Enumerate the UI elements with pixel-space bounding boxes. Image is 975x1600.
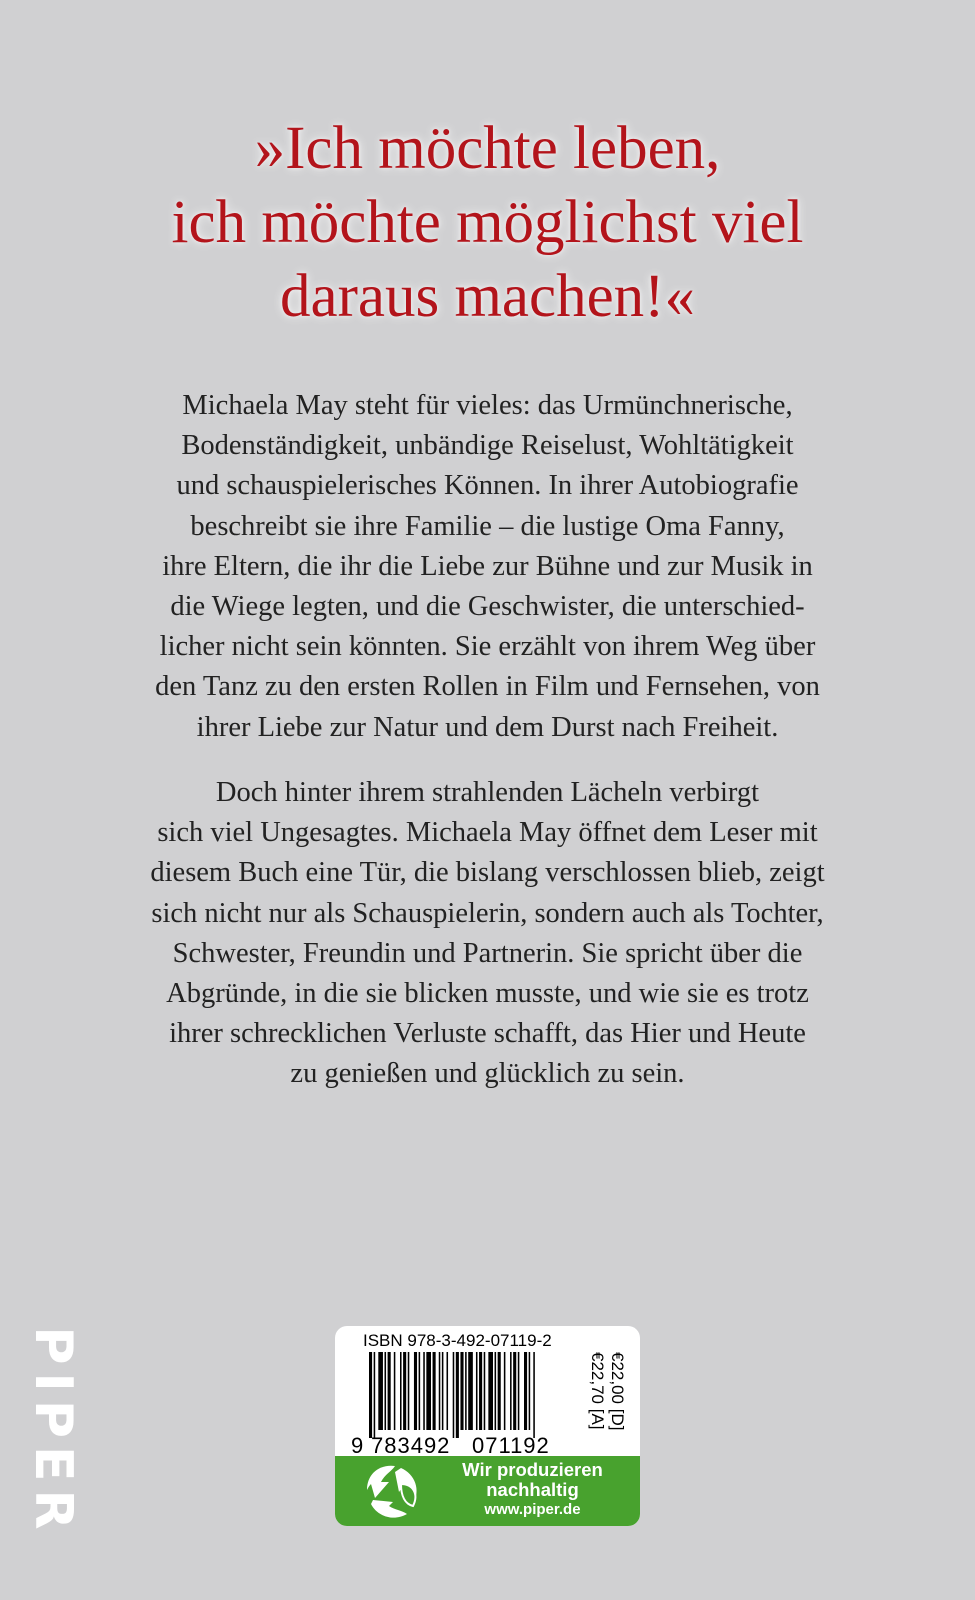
barcode-bar xyxy=(447,1352,449,1430)
barcode-label xyxy=(335,1326,640,1526)
barcode-bar xyxy=(426,1352,431,1430)
barcode-graphic xyxy=(349,1352,581,1456)
barcode-bar xyxy=(378,1352,383,1430)
barcode-bar xyxy=(484,1352,486,1430)
barcode-bar xyxy=(394,1352,396,1430)
blurb-line: diesem Buch eine Tür, die bislang verschlossen blieb, zeigt xyxy=(150,857,825,889)
barcode-bar xyxy=(442,1352,444,1430)
leaf-recycle-icon xyxy=(361,1460,425,1522)
barcode-bar xyxy=(476,1352,478,1430)
blurb-line: Doch hinter ihrem strahlenden Lächeln verbirgt xyxy=(215,777,760,808)
barcode-digit-first: 9 xyxy=(351,1433,364,1456)
blurb-paragraph-1 xyxy=(0,386,975,748)
publisher-url: www.piper.de xyxy=(484,1501,581,1518)
blurb-line: licher nicht sein könnten. Sie erzählt von ihrem Weg über xyxy=(159,631,816,663)
barcode-bar xyxy=(518,1352,520,1430)
sustainability-line-1: Wir produzieren xyxy=(462,1459,603,1480)
headline-quote xyxy=(0,112,975,334)
blurb-line: und schauspielerisches Können. In ihrer Autobiografie xyxy=(176,470,799,502)
quote-line: daraus machen!« xyxy=(280,263,695,330)
barcode-bar xyxy=(369,1352,372,1438)
blurb-line: den Tanz zu den ersten Rollen in Film und Fernsehen, von xyxy=(155,671,820,703)
barcode-bar xyxy=(456,1352,459,1438)
barcode-bar xyxy=(524,1352,527,1430)
blurb-line: ihre Eltern, die ihr die Liebe zur Bühne und zur Musik in xyxy=(162,550,813,582)
barcode-bar xyxy=(439,1352,441,1430)
publisher-logo xyxy=(23,1326,83,1538)
barcode-bars xyxy=(369,1352,535,1438)
barcode-bar xyxy=(495,1352,497,1430)
barcode-bar xyxy=(433,1352,436,1430)
blurb-line: sich nicht nur als Schauspielerin, sondern auch als Tochter, xyxy=(151,897,824,929)
price-germany: €22,00 [D] xyxy=(608,1352,627,1431)
quote-line: ich möchte möglichst viel xyxy=(171,189,804,256)
barcode-bar xyxy=(423,1352,425,1430)
price-austria: €22,70 [A] xyxy=(588,1352,607,1430)
barcode-bar xyxy=(419,1352,421,1430)
sustainability-text xyxy=(435,1460,630,1520)
blurb-line: Abgründe, in die sie blicken musste, und wie sie es trotz xyxy=(166,978,809,1010)
blurb-line: Michaela May steht für vieles: das Urmünchnerische, xyxy=(182,390,793,421)
sustainability-badge xyxy=(335,1456,640,1526)
barcode-bar xyxy=(403,1352,406,1430)
barcode-bar xyxy=(479,1352,482,1430)
barcode-bar xyxy=(465,1352,467,1430)
blurb-line: Bodenständigkeit, unbändige Reiselust, Wohltätigkeit xyxy=(181,430,794,462)
blurb-line: Schwester, Freundin und Partnerin. Sie spricht über die xyxy=(172,937,803,969)
blurb-line: sich viel Ungesagtes. Michaela May öffnet dem Leser mit xyxy=(157,817,818,849)
publisher-name: PIPER xyxy=(23,1326,83,1538)
barcode-bar xyxy=(533,1352,535,1438)
barcode-bar xyxy=(374,1352,376,1438)
price-block xyxy=(585,1352,631,1462)
barcode-bar xyxy=(510,1352,512,1430)
barcode-bar xyxy=(400,1352,402,1430)
blurb-line: die Wiege legten, und die Geschwister, die unterschied- xyxy=(170,591,805,623)
isbn-number: ISBN 978-3-492-07119-2 xyxy=(363,1331,552,1350)
barcode-bar xyxy=(414,1352,417,1430)
blurb-line: ihrer schrecklichen Verluste schafft, das Hier und Heute xyxy=(169,1018,806,1050)
barcode-bar xyxy=(513,1352,516,1430)
barcode-bar xyxy=(453,1352,455,1438)
barcode-bar xyxy=(504,1352,506,1430)
barcode-bar xyxy=(388,1352,391,1430)
barcode-digits-left: 783492 xyxy=(371,1433,451,1456)
blurb-line: beschreibt sie ihre Familie – die lustige Oma Fanny, xyxy=(190,510,785,542)
barcode-digits-right: 071192 xyxy=(472,1433,550,1456)
barcode-bar xyxy=(460,1352,463,1430)
sustainability-line-2: nachhaltig xyxy=(486,1479,579,1500)
barcode-bar xyxy=(385,1352,387,1430)
barcode-bar xyxy=(468,1352,473,1430)
barcode-bar xyxy=(408,1352,410,1430)
barcode-bar xyxy=(529,1352,531,1430)
barcode-bar xyxy=(498,1352,501,1430)
blurb-line: ihrer Liebe zur Natur und dem Durst nach Freiheit. xyxy=(196,711,779,743)
barcode-bar xyxy=(488,1352,493,1430)
blurb-line: zu genießen und glücklich zu sein. xyxy=(290,1058,685,1090)
quote-line: »Ich möchte leben, xyxy=(254,115,721,182)
blurb-paragraph-2 xyxy=(0,773,975,1095)
